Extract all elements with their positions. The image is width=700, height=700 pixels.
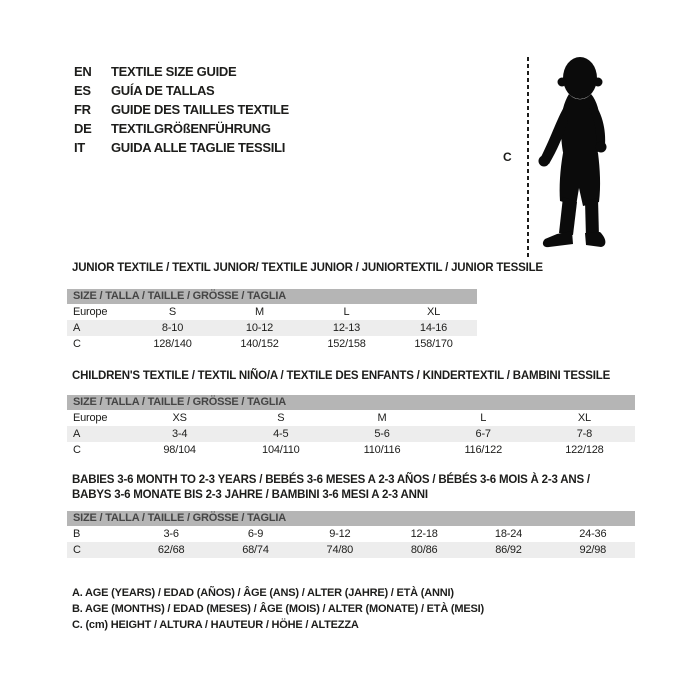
height-cell: 122/128 — [565, 444, 604, 456]
height-cell: 86/92 — [495, 544, 522, 556]
babies-heading-line2: BABYS 3-6 MONATE BIS 2-3 JAHRE / BAMBINI 3-6 MESI A 2-3 ANNI — [72, 489, 428, 501]
height-measure-dashed-line — [527, 57, 529, 258]
height-cell: 104/110 — [262, 444, 300, 456]
table-header-bar: SIZE / TALLA / TAILLE / GRÖSSE / TAGLIA — [67, 289, 477, 304]
row-label: Europe — [73, 412, 108, 424]
language-list — [74, 62, 289, 157]
height-cell: 128/140 — [153, 338, 192, 350]
children-size-table — [67, 395, 635, 458]
table-row — [67, 336, 477, 352]
row-label: A — [73, 322, 81, 334]
table-row — [67, 410, 635, 426]
language-row — [74, 81, 289, 100]
age-cell: 5-6 — [374, 428, 390, 440]
language-label: GUIDE DES TAILLES TEXTILE — [111, 102, 289, 117]
size-cell: L — [343, 306, 350, 318]
height-cell: 80/86 — [410, 544, 438, 556]
legend-notes — [72, 585, 484, 633]
junior-section-heading: JUNIOR TEXTILE / TEXTIL JUNIOR/ TEXTILE JUNIOR / JUNIORTEXTIL / JUNIOR TESSILE — [72, 262, 543, 274]
height-cell: 116/122 — [464, 444, 502, 456]
language-code: IT — [74, 140, 85, 155]
size-cell: XS — [172, 412, 187, 424]
row-label: C — [73, 338, 81, 350]
language-code: FR — [74, 102, 91, 117]
babies-size-table — [67, 511, 635, 558]
age-cell: 3-6 — [163, 528, 179, 540]
language-label: TEXTILE SIZE GUIDE — [111, 64, 237, 79]
junior-size-table — [67, 289, 477, 352]
size-cell: S — [168, 306, 177, 318]
age-cell: 24-36 — [579, 528, 607, 540]
age-cell: 9-12 — [329, 528, 351, 540]
size-cell: M — [255, 306, 264, 318]
children-section-heading: CHILDREN'S TEXTILE / TEXTIL NIÑO/A / TEXTILE DES ENFANTS / KINDERTEXTIL / BAMBINI TESSILE — [72, 370, 611, 382]
row-label: Europe — [73, 306, 108, 318]
height-cell: 74/80 — [326, 544, 354, 556]
age-cell: 14-16 — [419, 322, 448, 334]
age-cell: 8-10 — [161, 322, 184, 334]
toddler-silhouette — [533, 55, 625, 255]
language-row — [74, 100, 289, 119]
table-row — [67, 320, 477, 336]
height-cell: 140/152 — [240, 338, 279, 350]
note-age-months: B. AGE (MONTHS) / EDAD (MESES) / ÂGE (MOIS) / ALTER (MONATE) / ETÀ (MESI) — [72, 603, 484, 615]
note-age-years: A. AGE (YEARS) / EDAD (AÑOS) / ÂGE (ANS) / ALTER (JAHRE) / ETÀ (ANNI) — [72, 587, 454, 599]
size-cell: S — [277, 412, 285, 424]
table-row — [67, 526, 635, 542]
babies-heading-line1: BABIES 3-6 MONTH TO 2-3 YEARS / BEBÉS 3-6 MESES A 2-3 AÑOS / BÉBÉS 3-6 MOIS À 2-3 ANS / — [72, 474, 590, 486]
language-code: DE — [74, 121, 92, 136]
table-row — [67, 426, 635, 442]
age-cell: 7-8 — [576, 428, 593, 440]
table-header-bar: SIZE / TALLA / TAILLE / GRÖSSE / TAGLIA — [67, 395, 635, 410]
age-cell: 10-12 — [245, 322, 274, 334]
row-label: C — [73, 544, 81, 556]
language-row — [74, 119, 289, 138]
height-measure-label: C — [503, 150, 512, 164]
height-cell: 68/74 — [242, 544, 269, 556]
size-cell: L — [480, 412, 487, 424]
age-cell: 6-7 — [475, 428, 491, 440]
table-row — [67, 542, 635, 558]
language-label: GUIDA ALLE TAGLIE TESSILI — [111, 140, 286, 155]
language-code: ES — [74, 83, 91, 98]
table-row — [67, 442, 635, 458]
height-cell: 152/158 — [327, 338, 366, 350]
note-height-cm: C. (cm) HEIGHT / ALTURA / HAUTEUR / HÖHE / ALTEZZA — [72, 619, 359, 631]
height-cell: 110/116 — [363, 444, 401, 456]
height-cell: 62/68 — [157, 544, 185, 556]
language-label: TEXTILGRÖßENFÜHRUNG — [111, 121, 271, 136]
size-cell: M — [377, 412, 387, 424]
table-header-bar: SIZE / TALLA / TAILLE / GRÖSSE / TAGLIA — [67, 511, 635, 526]
age-cell: 3-4 — [171, 428, 188, 440]
language-row — [74, 138, 289, 157]
table-row — [67, 304, 477, 320]
row-label: A — [73, 428, 81, 440]
height-cell: 158/170 — [414, 338, 453, 350]
row-label: B — [73, 528, 81, 540]
size-cell: XL — [426, 306, 441, 318]
language-row — [74, 62, 289, 81]
babies-section-heading — [72, 473, 652, 503]
height-cell: 98/104 — [163, 444, 196, 456]
language-code: EN — [74, 64, 92, 79]
height-cell: 92/98 — [579, 544, 607, 556]
size-cell: XL — [577, 412, 591, 424]
row-label: C — [73, 444, 81, 456]
age-cell: 12-18 — [410, 528, 438, 540]
age-cell: 12-13 — [332, 322, 361, 334]
age-cell: 18-24 — [494, 528, 523, 540]
age-cell: 4-5 — [273, 428, 289, 440]
age-cell: 6-9 — [247, 528, 264, 540]
language-label: GUÍA DE TALLAS — [111, 83, 215, 98]
